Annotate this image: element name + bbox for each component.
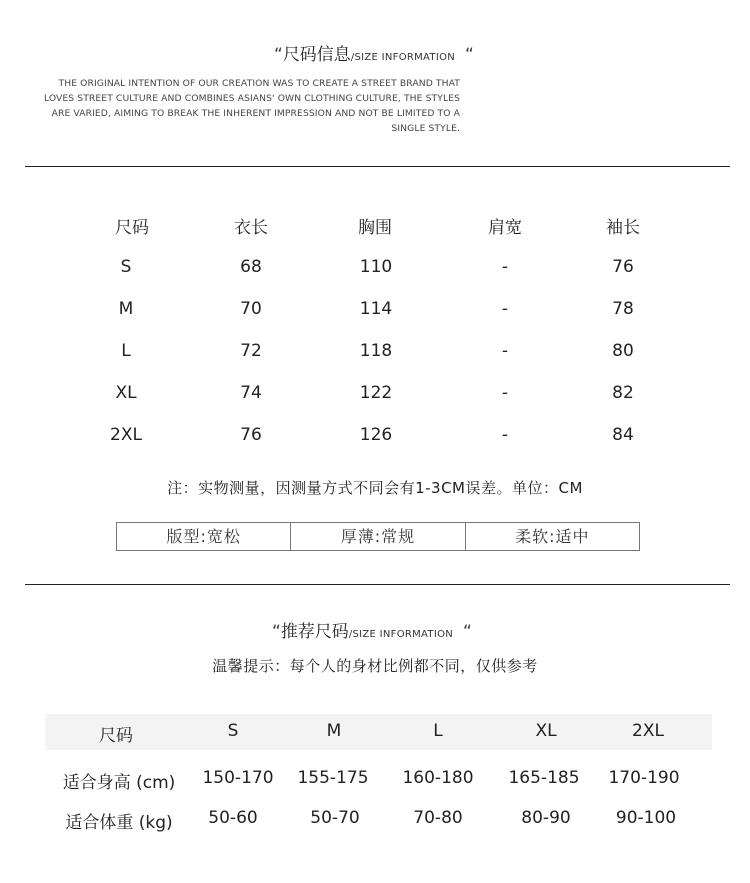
recommend-heading bbox=[272, 617, 472, 642]
header-sleeve: 袖长 bbox=[606, 218, 640, 238]
header-length: 衣长 bbox=[234, 218, 268, 238]
cell-chest: 126 bbox=[359, 425, 393, 445]
cell-shoulder: - bbox=[501, 425, 509, 445]
fabric-attributes bbox=[116, 522, 640, 551]
size-info-title: 尺码信息 bbox=[282, 45, 351, 65]
recommend-tip: 温馨提示：每个人的身材比例都不同，仅供参考 bbox=[212, 657, 538, 675]
cell-sleeve: 76 bbox=[612, 257, 634, 277]
divider-top bbox=[25, 166, 730, 167]
cell-chest: 118 bbox=[359, 341, 393, 361]
header-chest: 胸围 bbox=[358, 218, 392, 238]
cell-shoulder: - bbox=[501, 341, 509, 361]
rec-cell: 160-180 bbox=[402, 768, 474, 788]
rec-cell: 155-175 bbox=[297, 768, 369, 788]
cell-chest: 122 bbox=[359, 383, 393, 403]
brand-intro: THE ORIGINAL INTENTION OF OUR CREATION WAS TO CREATE A STREET BRAND THAT LOVES STREET CULTURE AND COMBINES ASIANS' OWN CLOTHING CULTURE, THE STYLES ARE VARIED, AIMING TO BREAK THE INHERENT IMPRESSION AND NOT BE LIMITED TO A SINGLE STYLE. bbox=[43, 78, 460, 134]
cell-sleeve: 84 bbox=[612, 425, 634, 445]
rec-header-s: S bbox=[227, 721, 239, 741]
rec-cell: 90-100 bbox=[615, 808, 677, 828]
size-info-subtitle: /SIZE INFORMATION bbox=[350, 52, 456, 63]
cell-chest: 114 bbox=[359, 299, 393, 319]
measurement-note: 注：实物测量，因测量方式不同会有1-3CM误差。单位：CM bbox=[167, 479, 583, 497]
quote-close: “ bbox=[465, 45, 474, 65]
rec-header-size: 尺码 bbox=[99, 726, 133, 746]
recommend-title: 推荐尺码 bbox=[280, 622, 349, 642]
rec-row-label-height: 适合身高 (cm) bbox=[62, 773, 176, 793]
cell-chest: 110 bbox=[359, 257, 393, 277]
cell-size: L bbox=[121, 341, 131, 361]
rec-cell: 50-70 bbox=[310, 808, 360, 828]
cell-shoulder: - bbox=[501, 299, 509, 319]
cell-shoulder: - bbox=[501, 257, 509, 277]
quote-open: “ bbox=[272, 622, 281, 642]
rec-cell: 165-185 bbox=[508, 768, 580, 788]
divider-middle bbox=[25, 584, 730, 585]
cell-size: XL bbox=[115, 383, 137, 403]
attribute-fit: 版型:宽松 bbox=[166, 527, 241, 546]
header-shoulder: 肩宽 bbox=[488, 218, 522, 238]
attribute-softness: 柔软:适中 bbox=[465, 523, 639, 550]
attribute-thickness: 厚薄:常规 bbox=[290, 523, 464, 550]
rec-cell: 170-190 bbox=[608, 768, 680, 788]
rec-row-label-weight: 适合体重 (kg) bbox=[65, 813, 173, 833]
rec-header-xl: XL bbox=[535, 721, 557, 741]
cell-length: 74 bbox=[240, 383, 262, 403]
size-info-heading bbox=[274, 40, 474, 65]
cell-sleeve: 78 bbox=[612, 299, 634, 319]
rec-header-m: M bbox=[326, 721, 342, 741]
rec-cell: 150-170 bbox=[202, 768, 274, 788]
cell-length: 70 bbox=[240, 299, 262, 319]
quote-close: “ bbox=[463, 622, 472, 642]
rec-header-l: L bbox=[433, 721, 443, 741]
cell-sleeve: 82 bbox=[612, 383, 634, 403]
recommend-subtitle: /SIZE INFORMATION bbox=[348, 629, 454, 640]
rec-cell: 80-90 bbox=[521, 808, 571, 828]
cell-length: 72 bbox=[240, 341, 262, 361]
rec-cell: 70-80 bbox=[413, 808, 463, 828]
cell-size: M bbox=[118, 299, 134, 319]
quote-open: “ bbox=[274, 45, 283, 65]
rec-header-2xl: 2XL bbox=[632, 721, 664, 741]
header-size: 尺码 bbox=[115, 218, 149, 238]
cell-length: 76 bbox=[240, 425, 262, 445]
cell-size: 2XL bbox=[110, 425, 142, 445]
cell-sleeve: 80 bbox=[612, 341, 634, 361]
cell-shoulder: - bbox=[501, 383, 509, 403]
cell-size: S bbox=[120, 257, 132, 277]
cell-length: 68 bbox=[240, 257, 262, 277]
rec-cell: 50-60 bbox=[208, 808, 258, 828]
